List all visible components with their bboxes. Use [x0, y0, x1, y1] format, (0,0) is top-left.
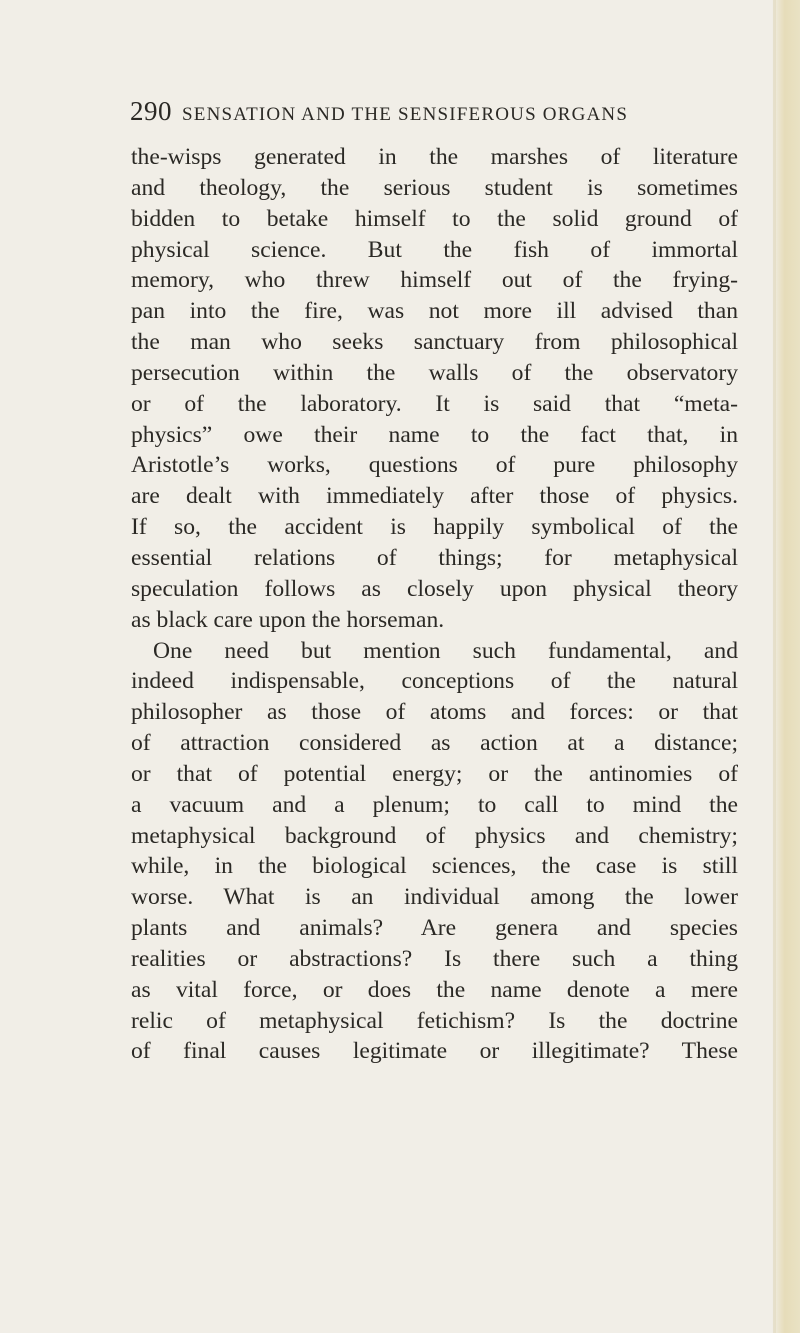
text-line: persecution within the walls of the observatory [131, 359, 738, 386]
text-line: indeed indispensable, conceptions of the natural [131, 668, 738, 695]
text-line: If so, the accident is happily symbolical of the [131, 514, 738, 541]
text-line: or of the laboratory. It is said that “meta- [131, 390, 738, 417]
running-title: SENSATION AND THE SENSIFEROUS ORGANS [182, 104, 629, 125]
text-line: memory, who threw himself out of the frying- [131, 267, 738, 294]
page-number: 290 [130, 96, 172, 126]
text-line: the man who seeks sanctuary from philosophical [131, 329, 738, 356]
text-line: relic of metaphysical fetichism? Is the doctrine [131, 1007, 738, 1034]
text-line: realities or abstractions? Is there such a thing [131, 945, 738, 972]
text-line: a vacuum and a plenum; to call to mind the [131, 791, 738, 818]
page-edge [772, 0, 800, 1333]
text-line: essential relations of things; for metaphysical [131, 544, 738, 571]
text-line: as vital force, or does the name denote a mere [131, 976, 738, 1003]
text-line: worse. What is an individual among the lower [131, 884, 738, 911]
paragraph-end-line: as black care upon the horseman. [131, 606, 445, 633]
paragraph-start-line: One need but mention such fundamental, and [153, 637, 738, 664]
text-line: of attraction considered as action at a distance; [131, 730, 738, 757]
text-line: are dealt with immediately after those of physics. [131, 483, 738, 510]
text-line: speculation follows as closely upon physical theory [131, 575, 738, 602]
body-text [131, 142, 738, 1067]
text-line: physics” owe their name to the fact that, in [131, 421, 738, 448]
text-line: philosopher as those of atoms and forces: or that [131, 699, 738, 726]
text-line: plants and animals? Are genera and species [131, 915, 738, 942]
text-line: Aristotle’s works, questions of pure philosophy [131, 452, 738, 479]
text-line: while, in the biological sciences, the case is still [131, 853, 738, 880]
text-line: or that of potential energy; or the antinomies of [131, 760, 738, 787]
text-line: the-wisps generated in the marshes of literature [131, 144, 738, 170]
text-line: of final causes legitimate or illegitimate? These [131, 1038, 738, 1065]
text-line: metaphysical background of physics and chemistry; [131, 822, 738, 849]
text-line: and theology, the serious student is sometimes [131, 174, 738, 201]
text-line: bidden to betake himself to the solid ground of [131, 205, 738, 232]
running-header [130, 96, 750, 136]
text-line: pan into the fire, was not more ill advised than [131, 298, 738, 325]
text-line: physical science. But the fish of immortal [131, 236, 738, 263]
